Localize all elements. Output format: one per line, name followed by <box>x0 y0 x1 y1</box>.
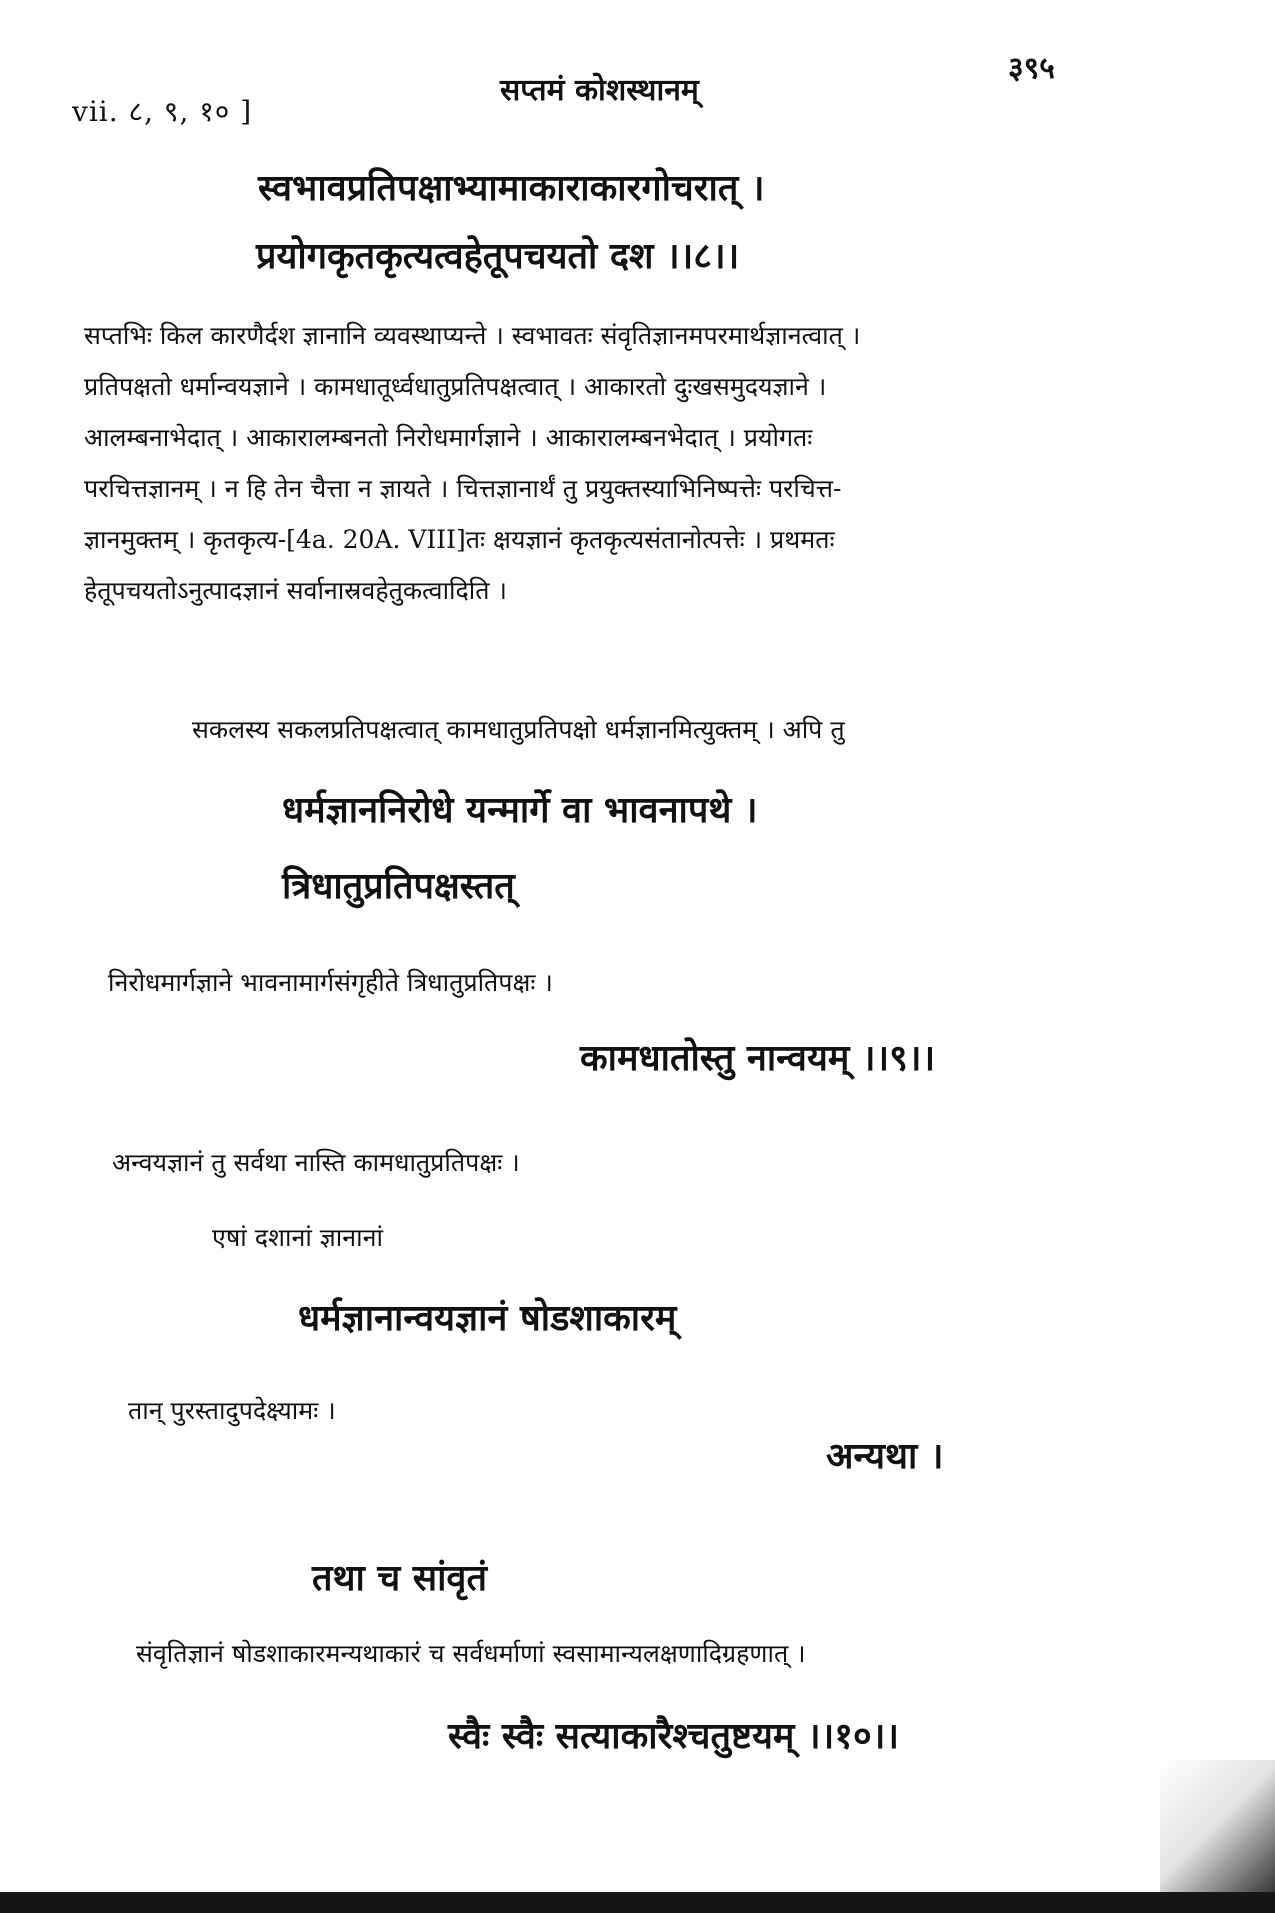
verse-8-line-1: स्वभावप्रतिपक्षाभ्यामाकाराकारगोचरात् । <box>258 167 765 209</box>
verse-8-line-2: प्रयोगकृतकृत्यत्वहेतूपचयतो दश ।।८।। <box>256 235 740 277</box>
chapter-reference: vii. ८, ९, १० ] <box>72 95 253 128</box>
intro-sakalasya: सकलस्य सकलप्रतिपक्षत्वात् कामधातुप्रतिपक्षो धर्मज्ञानमित्युक्तम् । अपि तु <box>192 715 845 744</box>
running-title: सप्तमं कोशस्थानम् <box>500 73 699 108</box>
verse-10-line-2: अन्यथा । <box>826 1435 944 1477</box>
verse-9-line-1: धर्मज्ञाननिरोधे यन्मार्गे वा भावनापथे । <box>282 789 758 831</box>
commentary-9b: अन्वयज्ञानं तु सर्वथा नास्ति कामधातुप्रतिपक्षः । <box>112 1148 520 1177</box>
intro-esham: एषां दशानां ज्ञानानां <box>212 1223 383 1252</box>
commentary-9a: निरोधमार्गज्ञाने भावनामार्गसंगृहीते त्रिधातुप्रतिपक्षः । <box>108 968 553 997</box>
verse-9-line-2: त्रिधातुप्रतिपक्षस्तत् <box>282 865 515 907</box>
verse-10-line-3: तथा च सांवृतं <box>312 1557 487 1599</box>
commentary-8-line-5: ज्ञानमुक्तम् । कृतकृत्य-[4a. 20A. VIII]तः क्षयज्ञानं कृतकृत्यसंतानोत्पत्तेः । प्रथमतः <box>84 525 835 554</box>
commentary-8-line-6: हेतूपचयतोऽनुत्पादज्ञानं सर्वानास्रवहेतुकत्वादिति । <box>84 576 507 605</box>
commentary-8-line-3: आलम्बनाभेदात् । आकारालम्बनतो निरोधमार्गज्ञाने । आकारालम्बनभेदात् । प्रयोगतः <box>84 423 813 452</box>
page-number: ३९५ <box>1008 51 1055 86</box>
verse-10-line-4: स्वैः स्वैः सत्याकारैश्चतुष्टयम् ।।१०।। <box>448 1715 899 1757</box>
commentary-8-line-4: परचित्तज्ञानम् । न हि तेन चैत्ता न ज्ञायते । चित्तज्ञानार्थं तु प्रयुक्तस्याभिनिष्पत्तेः परचित्त- <box>84 474 842 503</box>
scan-bottom-border <box>0 1892 1275 1913</box>
commentary-8-line-2: प्रतिपक्षतो धर्मान्वयज्ञाने । कामधातूर्ध्वधातुप्रतिपक्षत्वात् । आकारतो दुःखसमुदयज्ञाने । <box>84 372 827 401</box>
commentary-8 <box>84 310 1094 616</box>
verse-10-line-1: धर्मज्ञानान्वयज्ञानं षोडशाकारम् <box>298 1297 677 1339</box>
commentary-8-line-1: सप्तभिः किल कारणैर्दश ज्ञानानि व्यवस्थाप्यन्ते । स्वभावतः संवृतिज्ञानमपरमार्थज्ञानत्वात् । <box>84 321 861 350</box>
scan-edge-shadow <box>1160 1760 1275 1913</box>
commentary-10a: तान् पुरस्तादुपदेक्ष्यामः । <box>128 1396 336 1425</box>
commentary-10b: संवृतिज्ञानं षोडशाकारमन्यथाकारं च सर्वधर्माणां स्वसामान्यलक्षणादिग्रहणात् । <box>136 1639 806 1668</box>
verse-9-line-3: कामधातोस्तु नान्वयम् ।।९।। <box>580 1037 936 1079</box>
